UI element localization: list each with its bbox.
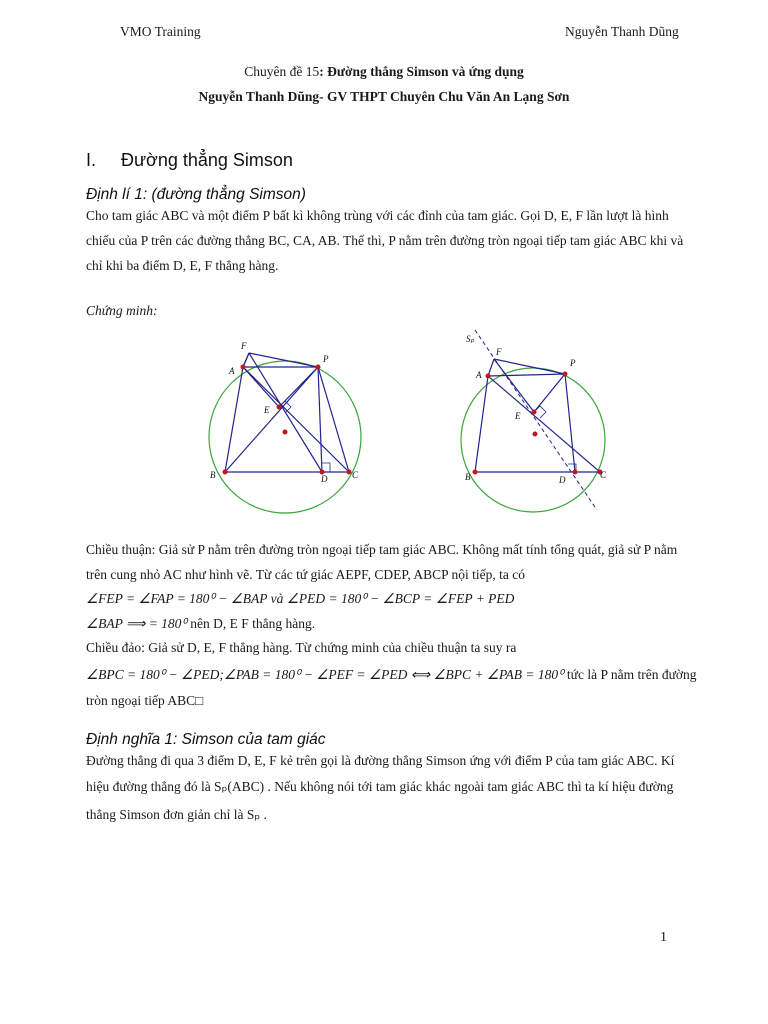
equation-2-math: ∠BAP ⟹ = 180⁰ — [86, 616, 187, 631]
figure-left — [200, 335, 380, 515]
definition-line-3: thẳng Simson đơn giản chỉ là Sₚ . — [86, 807, 267, 822]
proof-label: Chứng minh: — [86, 303, 158, 318]
theorem-line-3: chỉ khi ba điểm D, E, F thẳng hàng. — [86, 258, 279, 273]
label-P: P — [323, 354, 329, 364]
header-right: Nguyễn Thanh Dũng — [565, 24, 679, 39]
page-number: 1 — [660, 930, 667, 945]
label-E: E — [515, 411, 521, 421]
header-left: VMO Training — [120, 24, 201, 39]
section-number: I. — [86, 150, 97, 170]
proof-forward-1: Chiều thuận: Giả sử P nằm trên đường tròn ngoại tiếp tam giác ABC. Không mất tính tổng quát, giả sử P nằm — [86, 542, 678, 557]
figure-left-points — [223, 365, 352, 475]
equation-2 — [86, 616, 732, 632]
label-F: F — [241, 341, 247, 351]
label-SP: Sₚ — [466, 334, 475, 344]
section-heading: Đường thẳng Simson — [121, 150, 293, 170]
label-D: D — [321, 474, 328, 484]
theorem-line-2: chiếu của P trên các đường thẳng BC, CA, AB. Thế thì, P nằm trên đường tròn ngoại tiếp tam giác ABC khi và — [86, 233, 684, 248]
equation-3-text: tức là P nằm trên đường — [563, 667, 697, 682]
figure-right-lines — [475, 359, 600, 472]
doc-author: Nguyễn Thanh Dũng- GV THPT Chuyên Chu Văn An Lạng Sơn — [198, 89, 570, 104]
label-A: A — [476, 370, 482, 380]
equation-2-text: nên D, E F thẳng hàng. — [186, 616, 316, 631]
label-F: F — [496, 347, 502, 357]
simson-line — [475, 330, 597, 510]
proof-converse-1: Chiều đảo: Giả sử D, E, F thẳng hàng. Từ chứng minh của chiều thuận ta suy ra — [86, 640, 517, 655]
proof-converse-2: tròn ngoại tiếp ABC□ — [86, 693, 204, 708]
label-B: B — [465, 472, 471, 482]
label-C: C — [352, 470, 359, 480]
proof-forward-2: trên cung nhỏ AC như hình vẽ. Từ các tứ giác AEPF, CDEP, ABCP nội tiếp, ta có — [86, 567, 525, 582]
doc-title-topic: : Đường thẳng Simson và ứng dụng — [319, 64, 524, 79]
label-E: E — [264, 405, 270, 415]
label-C: C — [600, 470, 607, 480]
theorem-line-1: Cho tam giác ABC và một điểm P bất kì không trùng với các đỉnh của tam giác. Gọi D, E, F lần lượt là hình — [86, 208, 669, 223]
figure-right — [455, 328, 635, 513]
doc-title — [0, 64, 768, 80]
definition-line-2: hiệu đường thẳng đó là Sₚ(ABC) . Nếu không nói tới tam giác khác ngoài tam giác ABC thì ta kí hiệu đường — [86, 779, 674, 794]
equation-3 — [86, 667, 732, 683]
equation-3-math: ∠BPC = 180⁰ − ∠PED;∠PAB = 180⁰ − ∠PEF = ∠PED ⟺ ∠BPC + ∠PAB = 180⁰ — [86, 667, 564, 682]
label-A: A — [229, 366, 235, 376]
theorem-heading: Định lí 1: (đường thẳng Simson) — [86, 186, 306, 203]
definition-line-1: Đường thẳng đi qua 3 điểm D, E, F kẻ trên gọi là đường thẳng Simson ứng với điểm P của tam giác ABC. Kí — [86, 753, 675, 768]
doc-title-prefix: Chuyên đề 15 — [244, 64, 320, 79]
equation-1: ∠FEP = ∠FAP = 180⁰ − ∠BAP và ∠PED = 180⁰ − ∠BCP = ∠FEP + PED — [86, 591, 515, 606]
label-D: D — [559, 475, 566, 485]
label-B: B — [210, 470, 216, 480]
circumcircle — [461, 368, 605, 512]
label-P: P — [570, 358, 576, 368]
figure-left-lines — [225, 353, 349, 472]
definition-heading: Định nghĩa 1: Simson của tam giác — [86, 731, 326, 748]
